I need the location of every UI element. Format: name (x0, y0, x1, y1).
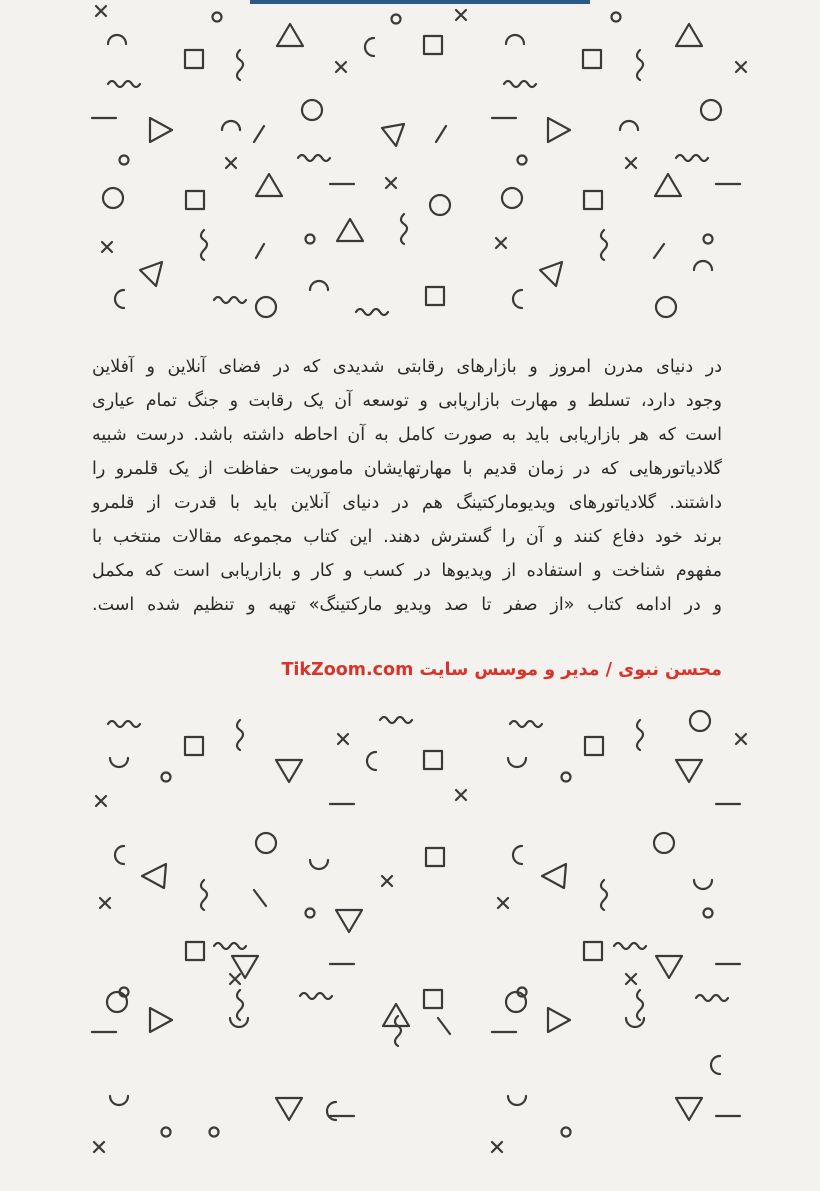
squiggle-icon (201, 50, 643, 260)
description-line: گلادیاتورهایی که در زمان قدیم با مهارتهایشان ماموریت حفاظت از یک قلمرو را (92, 459, 722, 479)
author-signature: محسن نبوی / مدیر و موسس سایت TikZoom.com (281, 660, 722, 680)
dash-icon (92, 118, 740, 258)
square-icon (185, 737, 603, 1008)
wave-icon (108, 81, 708, 315)
circle-icon (107, 711, 710, 1012)
triangle-icon (256, 24, 702, 241)
description-line: داشتند. گلادیاتورهای ویدیومارکتینگ هم در دنیای آنلاین باید با قدرت از قلمرو (92, 493, 722, 513)
small-circle-icon (120, 13, 713, 244)
description-line: و در ادامه کتاب «از صفر تا صد ویدیو مارکتینگ» تهیه و تنظیم شده است. (92, 595, 722, 615)
small-circle-icon (120, 773, 713, 1137)
arc-icon (110, 752, 720, 1120)
description-line: برند خود دفاع کنند و آن را گسترش دهند. این کتاب مجموعه مقالات منتخب با (92, 527, 722, 547)
top-geometric-pattern (0, 0, 820, 340)
description-line: وجود دارد، تسلط و مهارت بازاریابی و توسعه آن یک رقابت و جنگ تمام عیاری (92, 391, 722, 411)
bottom-geometric-pattern (0, 700, 820, 1191)
description-line: در دنیای مدرن امروز و بازارهای رقابتی شدیدی که در فضای آنلاین و آفلاین (92, 357, 722, 377)
description-line: مفهوم شناخت و استفاده از ویدیوها در کسب و کار و بازاریابی است که مکمل (92, 561, 722, 581)
triangle-right-icon (150, 118, 570, 142)
triangle-icon (142, 864, 566, 1026)
square-icon (185, 36, 602, 305)
squiggle-icon (201, 720, 643, 1046)
cross-icon (96, 6, 746, 252)
triangle-right-icon (150, 1008, 570, 1032)
arc-icon (108, 35, 712, 308)
triangle-down-icon (232, 760, 702, 1120)
book-description (92, 350, 722, 622)
description-line: است که هر بازاریابی باید به صورت کامل به آن احاطه داشته باشد. درست شبیه (92, 425, 722, 445)
wave-icon (108, 717, 728, 1001)
